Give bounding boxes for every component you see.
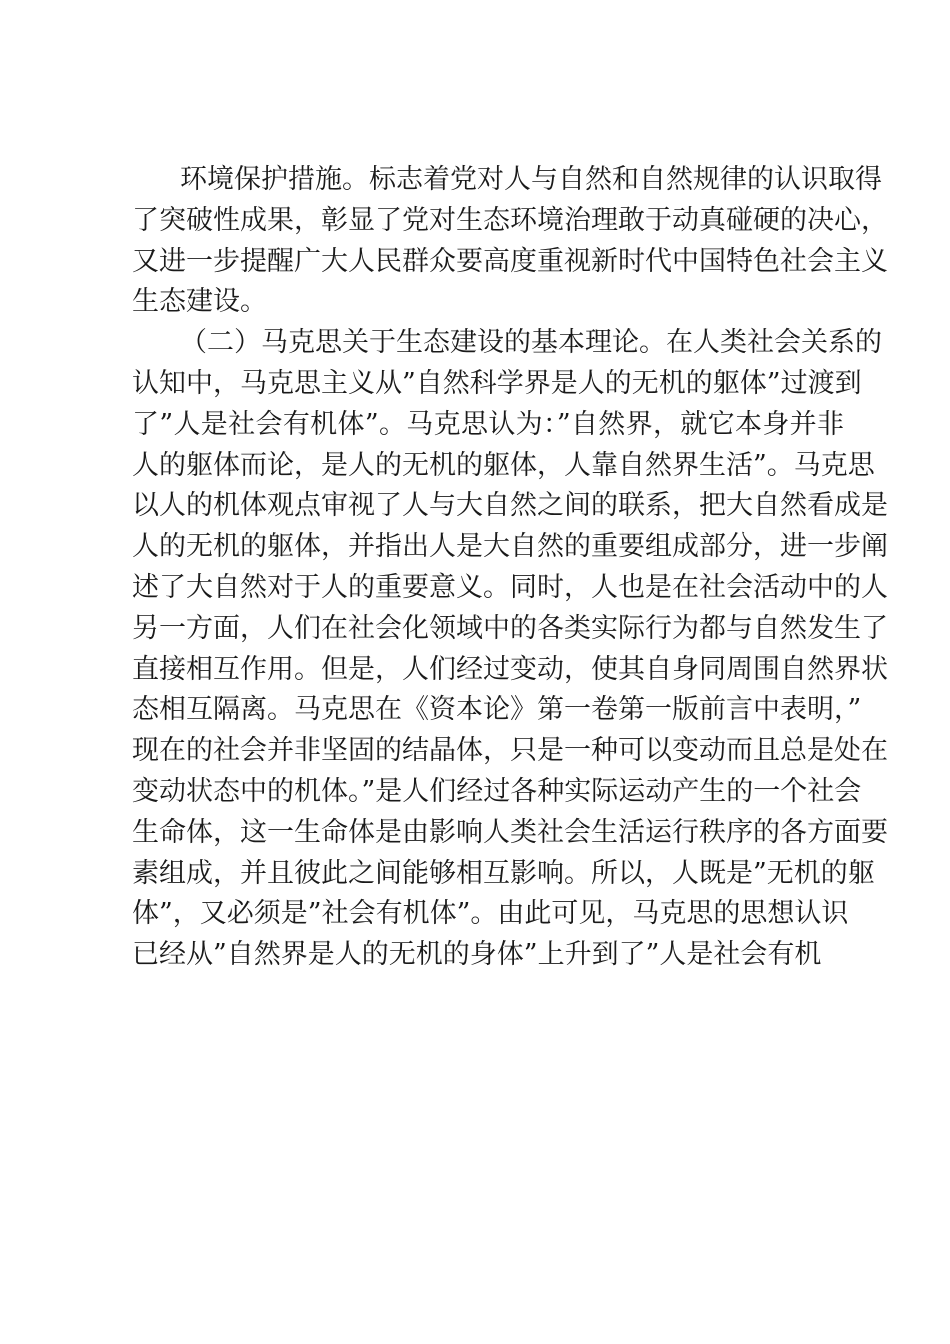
text-line: 述了大自然对于人的重要意义。同时，人也是在社会活动中的人 (132, 571, 888, 603)
text-line: 以人的机体观点审视了人与大自然之间的联系，把大自然看成是 (132, 490, 888, 522)
text-line: 认知中，马克思主义从”自然科学界是人的无机的躯体”过渡到 (132, 367, 862, 399)
paragraph-environment-measures (132, 160, 888, 323)
text-line: 人的躯体而论，是人的无机的躯体，人靠自然界生活”。马克思 (132, 449, 875, 481)
text-line: 另一方面，人们在社会化领域中的各类实际行为都与自然发生了 (132, 612, 888, 644)
text-line: 生命体，这一生命体是由影响人类社会生活运行秩序的各方面要 (132, 816, 888, 848)
section-heading-line: （二）马克思关于生态建设的基本理论。在人类社会关系的 (180, 327, 882, 359)
text-line: 素组成，并且彼此之间能够相互影响。所以，人既是”无机的躯 (132, 857, 875, 889)
text-line: 现在的社会并非坚固的结晶体，只是一种可以变动而且总是处在 (132, 735, 888, 767)
text-line: 体”，又必须是”社会有机体”。由此可见，马克思的思想认识 (132, 898, 849, 930)
text-line: 又进一步提醒广大人民群众要高度重视新时代中国特色社会主义 (132, 245, 888, 277)
text-line: 直接相互作用。但是，人们经过变动，使其自身同周围自然界状 (132, 653, 888, 685)
text-line: 人的无机的躯体，并指出人是大自然的重要组成部分，进一步阐 (132, 531, 888, 563)
text-line: 态相互隔离。马克思在《资本论》第一卷第一版前言中表明，” (132, 694, 862, 726)
text-line: 生态建设。 (132, 286, 267, 318)
text-line: 了突破性成果，彰显了党对生态环境治理敢于动真碰硬的决心， (132, 204, 888, 236)
text-line: 了”人是社会有机体”。马克思认为：”自然界，就它本身并非 (132, 408, 844, 440)
document-body (132, 160, 888, 976)
text-line: 环境保护措施。标志着党对人与自然和自然规律的认识取得 (180, 164, 882, 195)
text-line: 变动状态中的机体。”是人们经过各种实际运动产生的一个社会 (132, 775, 862, 807)
text-line: 已经从”自然界是人的无机的身体”上升到了”人是社会有机 (132, 939, 822, 971)
paragraph-marx-theory (132, 323, 888, 976)
